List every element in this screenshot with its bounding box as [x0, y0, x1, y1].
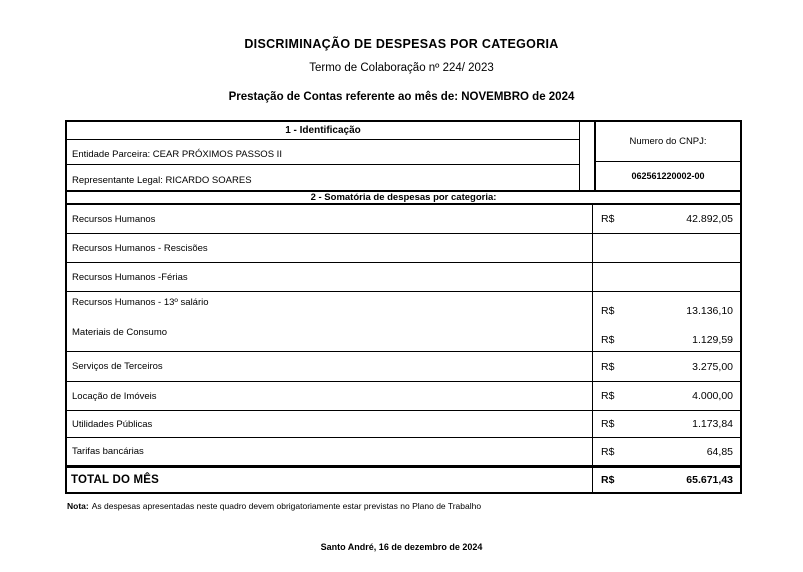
expense-value-cell: [593, 263, 740, 291]
expense-value-cell: [593, 205, 740, 233]
currency-symbol: R$: [601, 418, 615, 430]
expense-amount: 42.892,05: [686, 213, 733, 225]
expense-value-cell: [593, 382, 740, 410]
expense-row-locacao-imoveis: [67, 382, 740, 411]
expense-label: Recursos Humanos: [67, 205, 593, 233]
expenses-section-title: 2 - Somatória de despesas por categoria:: [67, 190, 740, 205]
date-line: Santo André, 16 de dezembro de 2024: [320, 542, 483, 552]
document-subtitle: Termo de Colaboração nº 224/ 2023: [309, 62, 494, 74]
expense-value-cell: [593, 234, 740, 262]
expense-value-cell: [593, 438, 740, 465]
expense-value-cell: [593, 352, 740, 381]
expense-amount: 64,85: [706, 445, 733, 458]
expenses-table: [65, 120, 742, 494]
expense-row-rescisoes: [67, 234, 740, 263]
currency-symbol: R$: [601, 334, 615, 346]
expense-row-materiais-consumo: [67, 322, 740, 352]
expense-label: Tarifas bancárias: [67, 438, 593, 465]
cnpj-box: [594, 122, 740, 190]
expense-label: Serviços de Terceiros: [67, 352, 593, 381]
expense-amount: 1.173,84: [692, 418, 733, 430]
expense-amount: 13.136,10: [686, 305, 733, 317]
document-title: DISCRIMINAÇÃO DE DESPESAS POR CATEGORIA: [244, 37, 559, 51]
footnote-label: Nota:: [67, 501, 89, 511]
entity-partner-line: Entidade Parceira: CEAR PRÓXIMOS PASSOS II: [67, 140, 579, 165]
identification-section-title: 1 - Identificação: [67, 122, 579, 140]
total-value-cell: [593, 468, 740, 492]
cnpj-value: 062561220002-00: [631, 171, 705, 181]
currency-symbol: R$: [601, 213, 615, 225]
expense-label: Materiais de Consumo: [67, 322, 593, 351]
total-row: [67, 465, 740, 492]
expense-value-cell: [593, 411, 740, 437]
currency-symbol: R$: [601, 390, 615, 402]
currency-symbol: R$: [601, 474, 615, 486]
identification-gap-column: [580, 122, 594, 190]
total-label: TOTAL DO MÊS: [67, 468, 593, 492]
expense-label: Recursos Humanos -Férias: [67, 263, 593, 291]
expense-value-cell: [593, 292, 740, 322]
expense-label: Recursos Humanos - 13º salário: [67, 292, 593, 322]
footnote-text: As despesas apresentadas neste quadro devem obrigatoriamente estar previstas no Plano de Trabalho: [91, 501, 482, 511]
expense-row-servicos-terceiros: [67, 352, 740, 382]
expense-label: Utilidades Públicas: [67, 411, 593, 437]
expense-row-13-salario: [67, 292, 740, 322]
footnote: [67, 501, 481, 511]
cnpj-label: Numero do CNPJ:: [596, 122, 740, 162]
expense-value-cell: [593, 322, 740, 351]
expense-row-utilidades-publicas: [67, 411, 740, 438]
expense-row-recursos-humanos: [67, 205, 740, 234]
identification-section: [67, 122, 740, 190]
identification-left-column: [67, 122, 580, 190]
currency-symbol: R$: [601, 445, 615, 458]
total-amount: 65.671,43: [686, 474, 733, 486]
expense-amount: 4.000,00: [692, 390, 733, 402]
legal-representative-line: Representante Legal: RICARDO SOARES: [72, 175, 252, 186]
expense-label: Recursos Humanos - Rescisões: [67, 234, 593, 262]
period-line: Prestação de Contas referente ao mês de: NOVEMBRO de 2024: [228, 91, 575, 103]
expense-row-tarifas-bancarias: [67, 438, 740, 465]
expense-amount: 1.129,59: [692, 334, 733, 346]
expense-amount: 3.275,00: [692, 360, 733, 373]
currency-symbol: R$: [601, 305, 615, 317]
expense-label: Locação de Imóveis: [67, 382, 593, 410]
expense-row-ferias: [67, 263, 740, 292]
currency-symbol: R$: [601, 360, 615, 373]
